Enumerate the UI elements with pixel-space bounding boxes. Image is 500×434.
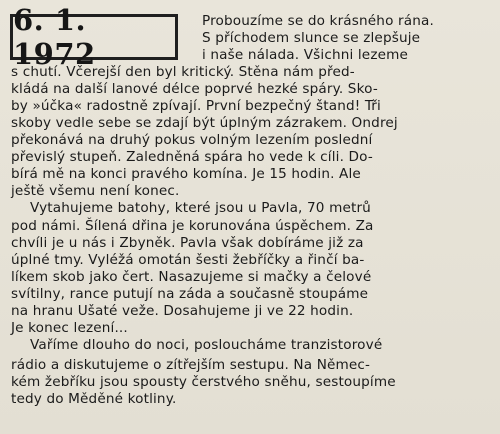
text-line: tedy do Měděné kotliny. <box>11 391 177 407</box>
text-line: kládá na další lanové délce poprvé hezké spáry. Sko- <box>11 81 378 97</box>
text-line: chvíli je u nás i Zbyněk. Pavla však dobíráme již za <box>11 235 364 251</box>
text-line: rádio a diskutujeme o zítřejším sestupu. Na Němec- <box>11 357 371 373</box>
date-heading: 6. 1. 1972 <box>13 3 96 71</box>
text-line: svítilny, rance putují na záda a současně stoupáme <box>11 286 369 302</box>
text-line: pod námi. Šílená dřina je korunována úspěchem. Za <box>11 218 374 234</box>
text-line: kém žebříku jsou spousty čerstvého sněhu, sestoupíme <box>11 374 396 390</box>
text-line: s chutí. Včerejší den byl kritický. Stěna nám před- <box>11 64 355 80</box>
text-line: převislý stupeň. Zaledněná spára ho vede k cíli. Do- <box>11 149 373 165</box>
date-box <box>10 3 178 71</box>
text-line: Je konec lezení... <box>11 320 128 336</box>
text-line: na hranu Ušaté veže. Dosahujeme ji ve 22 hodin. <box>11 303 354 319</box>
text-line: úplné tmy. Vyléžá omotán šesti žebříčky a řinčí ba- <box>11 252 365 268</box>
text-line: skoby vedle sebe se zdají být úplným zázrakem. Ondrej <box>11 115 398 131</box>
text-line: by »účka« radostně zpívají. První bezpečný štand! Tři <box>11 98 381 114</box>
text-line: ještě všemu není konec. <box>11 183 180 199</box>
text-line: překonává na druhý pokus volným lezením poslední <box>11 132 373 148</box>
text-line: Vytahujeme batohy, které jsou u Pavla, 70 metrů <box>30 200 371 216</box>
text-line: líkem skob jako čert. Nasazujeme si mačky a čelové <box>11 269 372 285</box>
text-line: bírá mě na konci pravého komína. Je 15 hodin. Ale <box>11 166 361 182</box>
text-line: S příchodem slunce se zlepšuje <box>202 30 421 46</box>
text-line: Vaříme dlouho do noci, posloucháme tranzistorové <box>30 337 383 353</box>
text-line: i naše nálada. Všichni lezeme <box>202 47 409 63</box>
text-line: Probouzíme se do krásného rána. <box>202 13 434 29</box>
